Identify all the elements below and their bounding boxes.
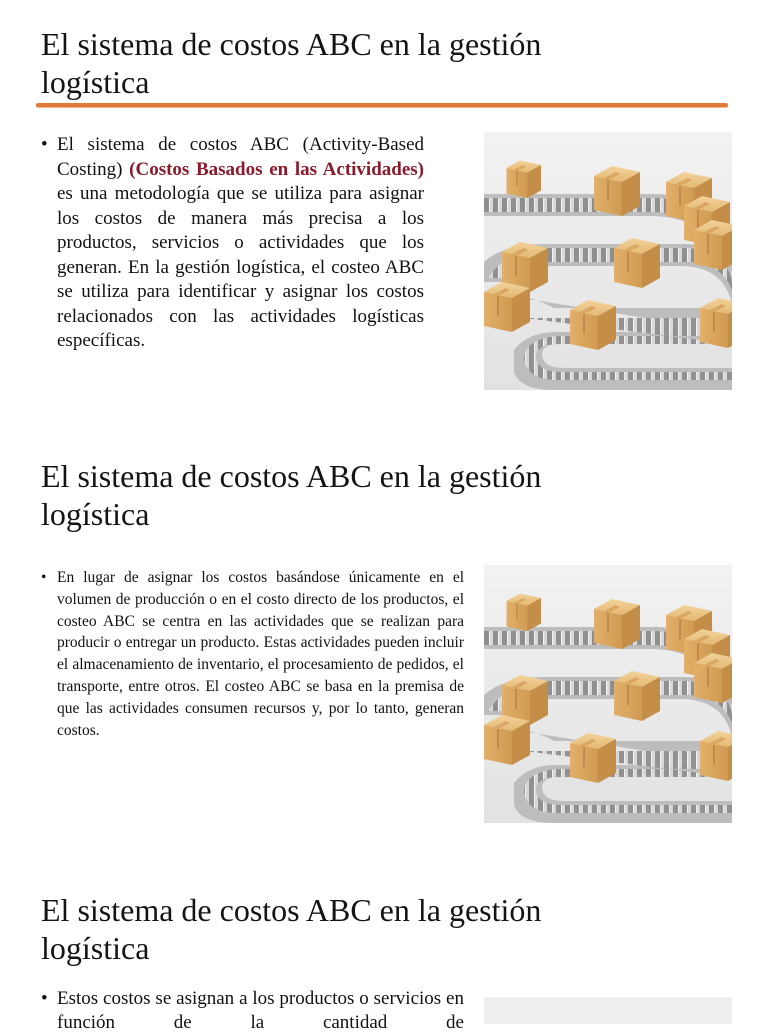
slide-title (41, 891, 741, 967)
bullet-text-before: El sistema de costos ABC (Activity-Based Costing) (57, 134, 424, 180)
bullet-icon: • (41, 988, 48, 1009)
title-line-1: El sistema de costos ABC en la gestión (41, 458, 542, 494)
bullet-paragraph (41, 133, 424, 354)
title-line-1: El sistema de costos ABC en la gestión (41, 26, 542, 62)
title-underline (36, 103, 728, 107)
conveyor-boxes-image (484, 565, 732, 823)
slide-title (41, 25, 741, 101)
title-line-2: logística (41, 496, 150, 532)
bullet-text: Estos costos se asignan a los productos o servicios en función de la cantidad de (57, 988, 464, 1033)
bullet-text (57, 133, 424, 354)
bullet-icon: • (41, 134, 48, 155)
bullet-icon: • (41, 569, 47, 586)
bullet-highlight: (Costos Basados en las Actividades) (129, 158, 424, 180)
bullet-paragraph (41, 567, 464, 741)
conveyor-boxes-image (484, 997, 732, 1024)
bullet-text: En lugar de asignar los costos basándose únicamente en el volumen de producción o en el costo directo de los productos, el costeo ABC se centra en las actividades que se realizan para producir o entregar un producto. Estas actividades pueden incluir el almacenamiento de inventario, el procesamiento de pedidos, el transporte, entre otros. El costeo ABC se basa en la premisa de que las actividades consumen recursos y, por lo tanto, generan costos. (57, 569, 464, 739)
title-line-2: logística (41, 930, 150, 966)
bullet-paragraph (41, 987, 464, 1035)
title-line-1: El sistema de costos ABC en la gestión (41, 892, 542, 928)
title-line-2: logística (41, 64, 150, 100)
conveyor-boxes-image (484, 132, 732, 390)
slide-title (41, 457, 741, 533)
bullet-text-after: es una metodología que se utiliza para asignar los costos de manera más precisa a los productos, servicios o actividades que los generan. En la gestión logística, el costeo ABC se utiliza para identificar y asignar los costos relacionados con las actividades logísticas específicas. (57, 183, 424, 351)
